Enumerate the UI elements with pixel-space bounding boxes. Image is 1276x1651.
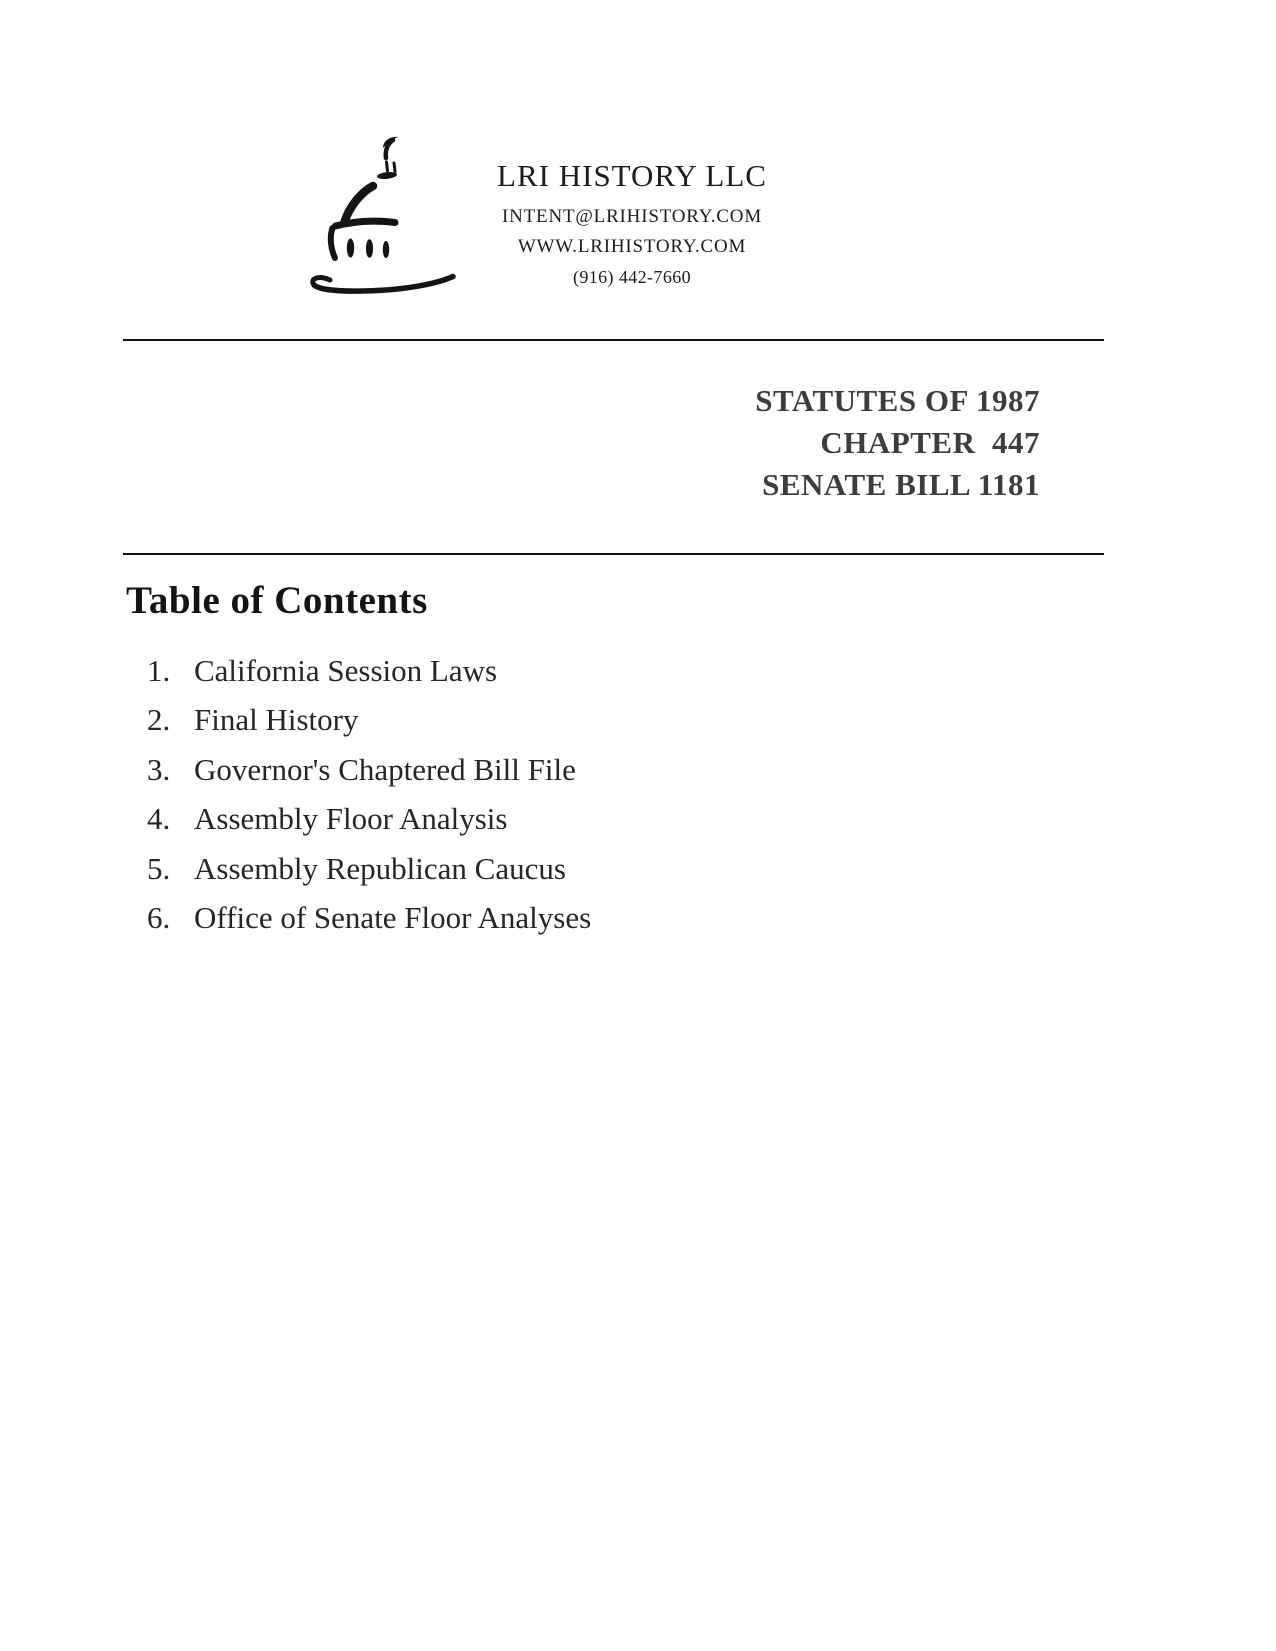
divider-middle: [123, 553, 1104, 555]
letterhead: [382, 156, 882, 292]
toc-item-number: 6.: [147, 900, 171, 936]
toc-item: [147, 695, 591, 744]
divider-top: [123, 339, 1104, 341]
company-website: WWW.LRIHISTORY.COM: [517, 236, 747, 257]
toc-item: [147, 893, 591, 942]
toc-item-number: 1.: [147, 653, 171, 688]
toc-item-label: Governor's Chaptered Bill File: [194, 751, 576, 787]
title-statutes: STATUTES OF 1987: [755, 383, 1040, 418]
company-email: INTENT@LRIHISTORY.COM: [501, 206, 763, 227]
toc-item: [147, 794, 591, 843]
toc-item: [147, 745, 591, 794]
title-senate-bill: SENATE BILL 1181: [762, 467, 1040, 502]
toc-item-number: 3.: [147, 751, 171, 787]
title-block: [755, 380, 1040, 506]
toc-item: [147, 646, 591, 695]
title-chapter: CHAPTER 447: [820, 425, 1040, 460]
toc-item-number: 5.: [147, 850, 171, 886]
toc-item-label: Assembly Floor Analysis: [194, 801, 508, 837]
toc-heading: Table of Contents: [126, 579, 428, 622]
company-name: LRI HISTORY LLC: [497, 158, 767, 193]
toc-item-number: 4.: [147, 801, 171, 837]
toc-item-label: Assembly Republican Caucus: [194, 850, 566, 886]
toc-item-number: 2.: [147, 702, 171, 738]
toc-item-label: Office of Senate Floor Analyses: [194, 900, 592, 936]
company-phone: (916) 442-7660: [572, 267, 692, 287]
toc-list: [147, 646, 591, 942]
toc-item: [147, 844, 591, 893]
toc-item-label: Final History: [194, 702, 359, 738]
toc-item-label: California Session Laws: [194, 653, 498, 688]
